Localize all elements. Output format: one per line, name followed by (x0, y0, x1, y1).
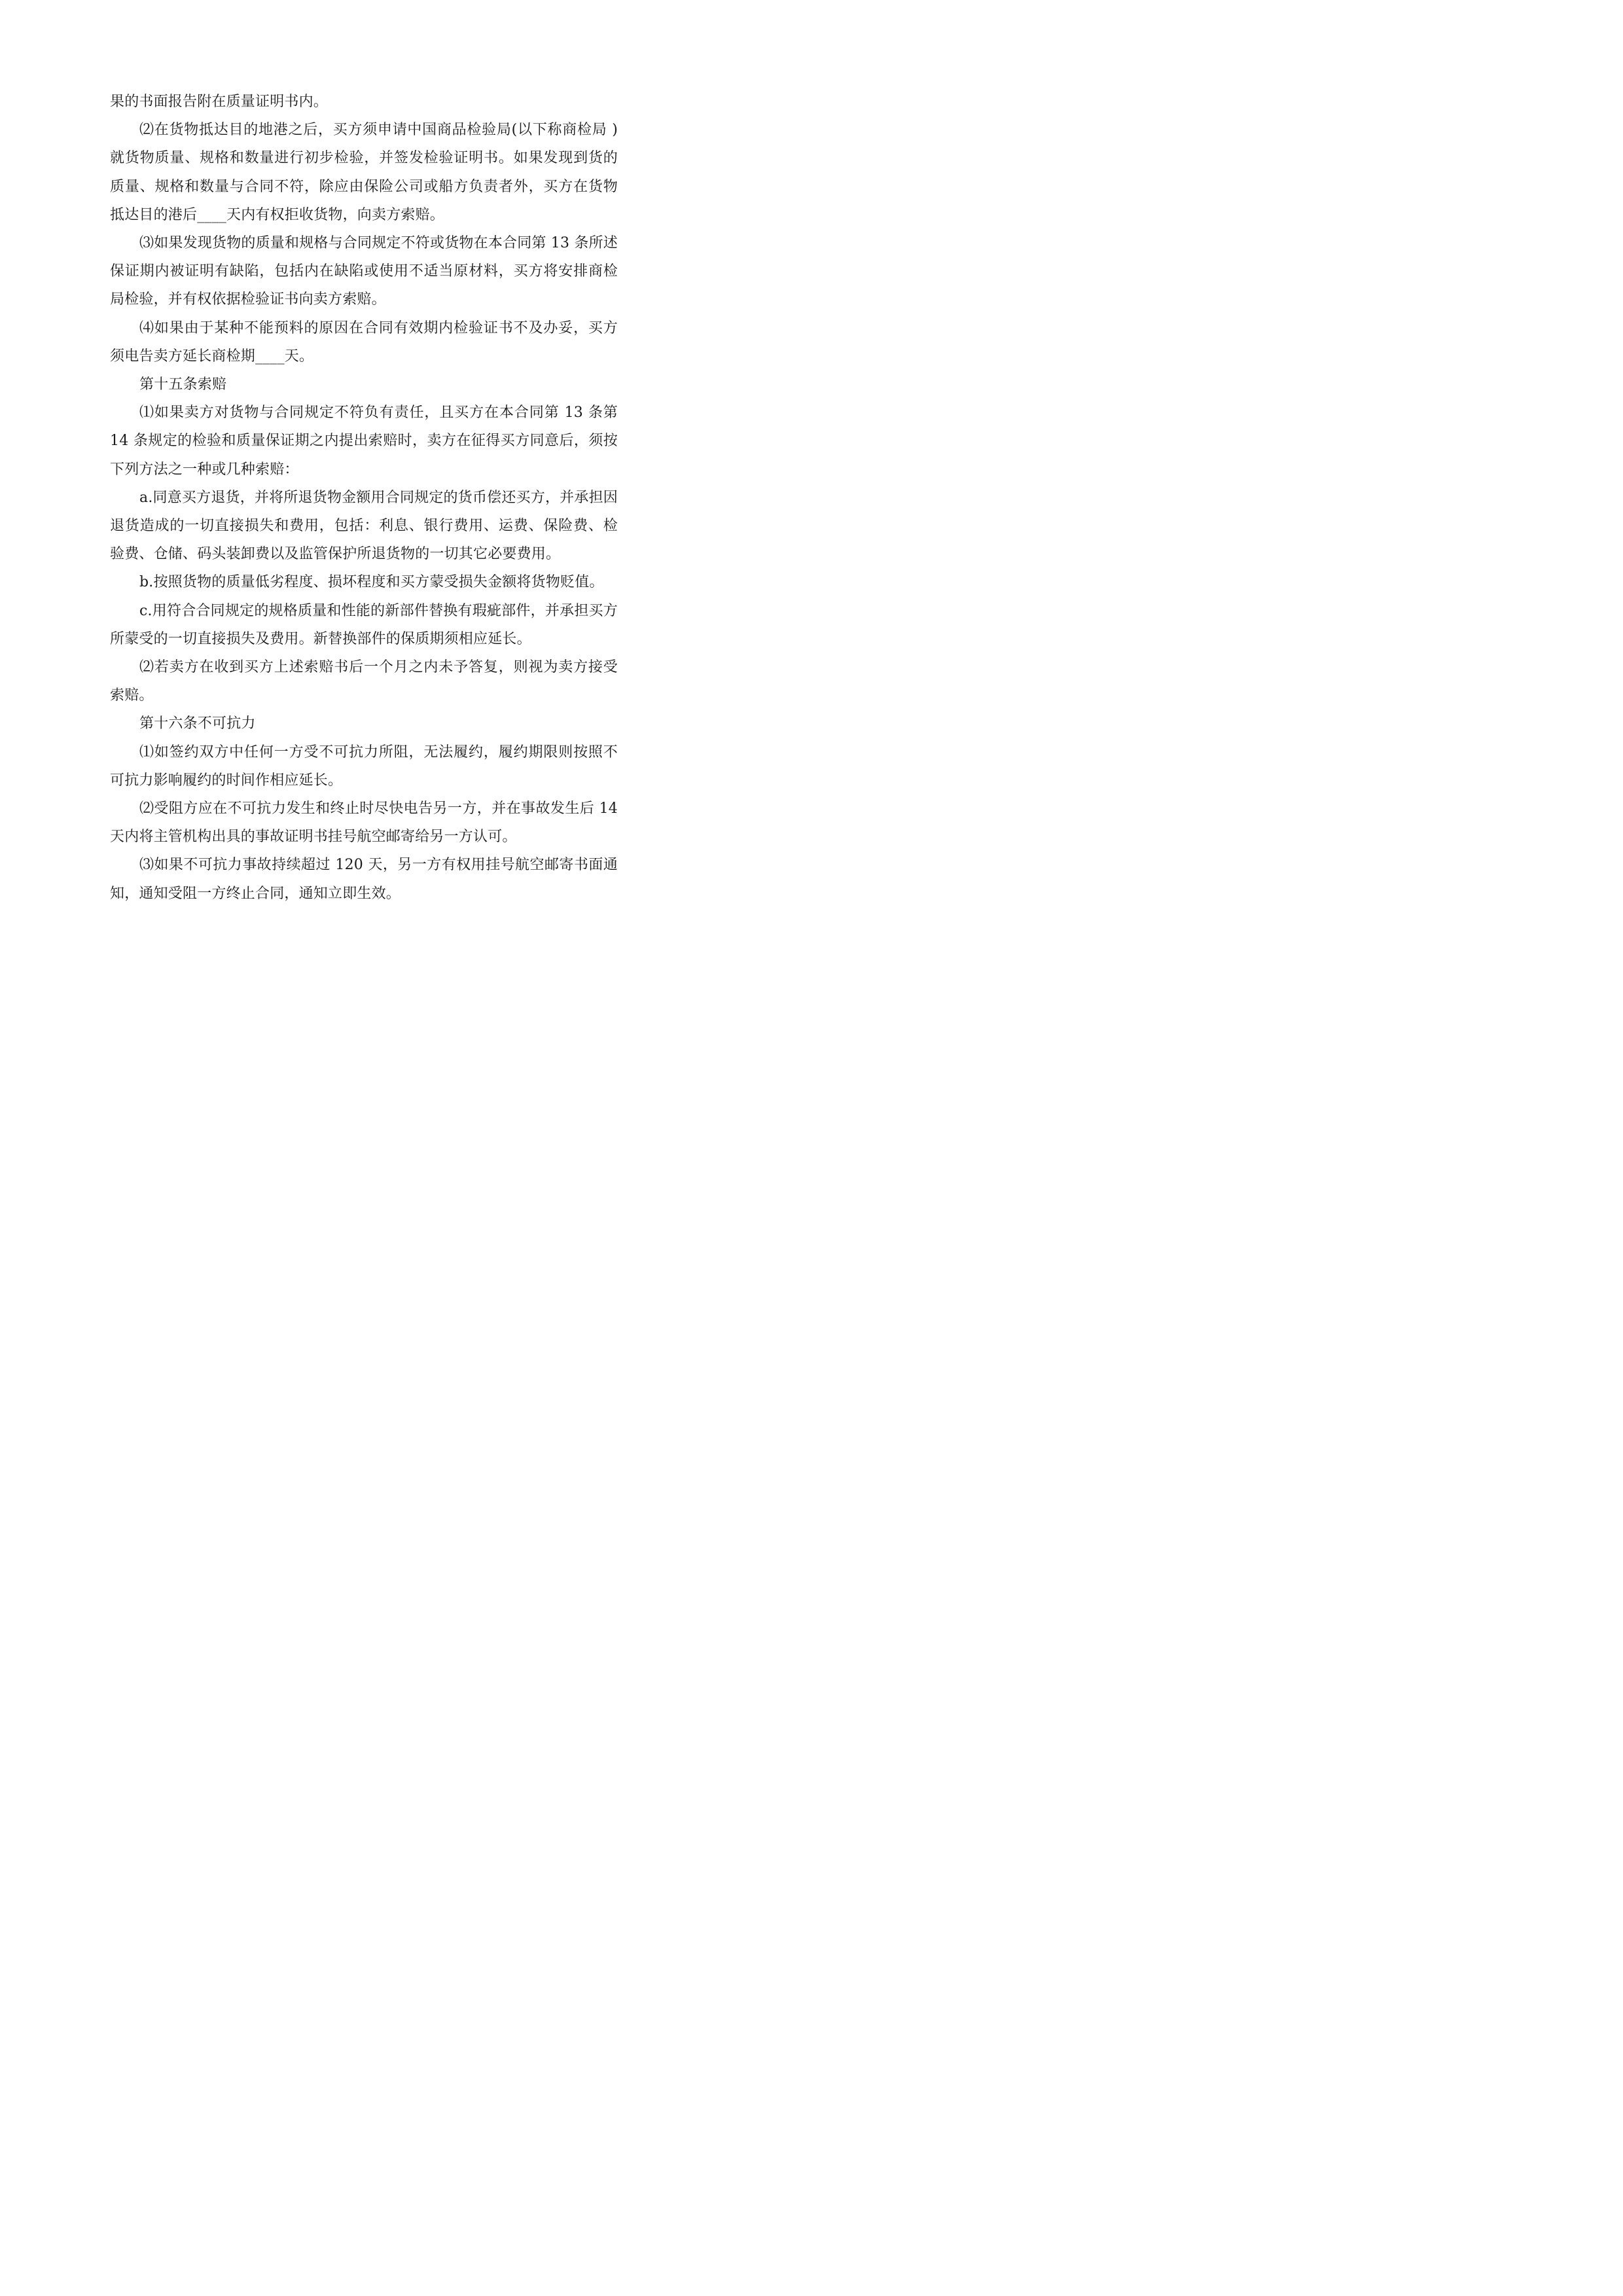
paragraph-clause-15-1-a: a.同意买方退货，并将所退货物金额用合同规定的货币偿还买方，并承担因退货造成的一切直接损失和费用，包括：利息、银行费用、运费、保险费、检验费、仓储、码头装卸费以及监管保护所退货物的一切其它必要费用。 (110, 489, 618, 563)
paragraph-clause-15-1: ⑴如果卖方对货物与合同规定不符负有责任，且买方在本合同第 13 条第 14 条规定的检验和质量保证期之内提出索赔时，卖方在征得买方同意后，须按下列方法之一种或几种索赔： (110, 404, 618, 478)
paragraph-clause-15-1-c: c.用符合合同规定的规格质量和性能的新部件替换有瑕疵部件，并承担买方所蒙受的一切直接损失及费用。新替换部件的保质期须相应延长。 (110, 602, 618, 647)
section-heading-16: 第十六条不可抗力 (139, 715, 256, 732)
document-page (0, 0, 726, 1026)
paragraph-clause-15-2: ⑵若卖方在收到买方上述索赔书后一个月之内未予答复，则视为卖方接受索赔。 (110, 659, 618, 704)
paragraph-clause-16-1: ⑴如签约双方中任何一方受不可抗力所阻，无法履约，履约期限则按照不可抗力影响履约的时间作相应延长。 (110, 744, 618, 789)
document-body (110, 88, 618, 908)
paragraph-clause-16-2: ⑵受阻方应在不可抗力发生和终止时尽快电告另一方，并在事故发生后 14 天内将主管机构出具的事故证明书挂号航空邮寄给另一方认可。 (110, 800, 618, 846)
paragraph-clause-14-2: ⑵在货物抵达目的地港之后，买方须申请中国商品检验局(以下称商检局 )就货物质量、规格和数量进行初步检验，并签发检验证明书。如果发现到货的质量、规格和数量与合同不符，除应由保险公司或船方负责者外，买方在货物抵达目的港后____天内有权拒收货物，向卖方索赔。 (110, 122, 618, 223)
paragraph-continuation: 果的书面报告附在质量证明书内。 (110, 94, 329, 110)
paragraph-clause-14-3: ⑶如果发现货物的质量和规格与合同规定不符或货物在本合同第 13 条所述保证期内被证明有缺陷，包括内在缺陷或使用不适当原材料，买方将安排商检局检验，并有权依据检验证书向卖方索赔。 (110, 235, 618, 308)
paragraph-clause-15-1-b: b.按照货物的质量低劣程度、损坏程度和买方蒙受损失金额将货物贬值。 (139, 574, 604, 591)
paragraph-clause-14-4: ⑷如果由于某种不能预料的原因在合同有效期内检验证书不及办妥，买方须电告卖方延长商检期____天。 (110, 319, 618, 365)
section-heading-15: 第十五条索赔 (139, 376, 227, 393)
paragraph-clause-16-3: ⑶如果不可抗力事故持续超过 120 天，另一方有权用挂号航空邮寄书面通知，通知受阻一方终止合同，通知立即生效。 (110, 857, 618, 902)
